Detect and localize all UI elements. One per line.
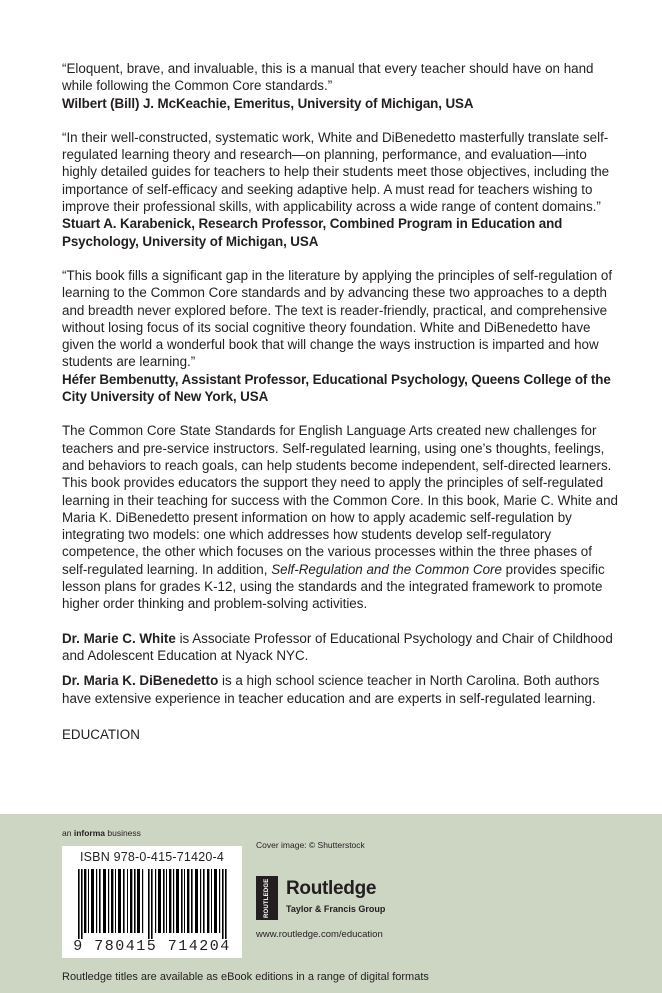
author-name: Dr. Marie C. White — [62, 630, 176, 646]
author-name: Dr. Maria K. DiBenedetto — [62, 673, 219, 689]
isbn: ISBN 978-0-415-71420-4 — [79, 850, 225, 864]
informa-brand: informa — [73, 828, 105, 838]
publisher-group: Taylor & Francis Group — [286, 904, 386, 914]
informa-prefix: an — [62, 828, 74, 838]
informa-suffix: business — [105, 828, 141, 838]
endorsement-quote: “This book fills a significant gap in the literature by applying the principles of self-regulation of learning to the Common Core standards and by advancing these two approaches to a depth and breadth never explored before. The text is reader-friendly, practical, and comprehensive without losing focus of its social cognitive theory foundation. White and DiBenedetto have given the world a wonderful book that will change the ways instruction is imparted and how students are learning.” — [62, 267, 613, 370]
endorsement-attribution: Héfer Bembenutty, Assistant Professor, Educational Psychology, Queens College of the City University of New York, USA — [62, 371, 611, 405]
endorsement-quote: “In their well-constructed, systematic work, White and DiBenedetto masterfully translate self-regulated learning theory and research—on planning, performance, and evaluation—into highly detailed guides for teachers to help their students meet those objectives, including the importance of self-efficacy and seeking adaptive help. A must read for teachers wishing to improve their professional skills, with applicability across a wide range of content domains.” — [62, 129, 610, 215]
endorsement-attribution: Wilbert (Bill) J. McKeachie, Emeritus, University of Michigan, USA — [62, 95, 474, 111]
description-text: provides specific lesson plans for grades K-12, using the standards and the integrated framework to promote higher order thinking and problem-solving activities. — [62, 561, 605, 612]
publisher-url: www.routledge.com/education — [256, 929, 383, 940]
author-bio — [62, 630, 618, 665]
endorsement-attribution: Stuart A. Karabenick, Research Professor, Combined Program in Education and Psychology, University of Michigan, USA — [62, 216, 563, 249]
endorsement-quote: “Eloquent, brave, and invaluable, this is a manual that every teacher should have on hand while following the Common Core standards.” — [62, 61, 594, 94]
book-description — [62, 422, 618, 612]
barcode-box — [62, 846, 242, 958]
back-cover-text — [62, 60, 618, 743]
author-bio-text: is Associate Professor of Educational Psychology and Chair of Childhood and Adolescent Education at Nyack NYC. — [62, 630, 613, 663]
barcode-number: 9 780415 714204 — [73, 938, 231, 955]
ebook-note: Routledge titles are available as eBook editions in a range of digital formats — [62, 971, 429, 983]
cover-image-credit: Cover image: © Shutterstock — [256, 840, 365, 850]
informa-business-label — [62, 828, 141, 838]
routledge-logo-mark: ROUTLEDGE — [256, 876, 278, 920]
description-text: The Common Core State Standards for English Language Arts created new challenges for teachers and pre-service instructors. Self-regulated learning, using one’s thoughts, feelings, and behaviors to reach goals, can help students become independent, self-directed learners. This book provides educators the support they need to apply the principles of self-regulated learning in their teaching for success with the Common Core. In this book, Marie C. White and Maria K. DiBenedetto present information on how to apply academic self-regulation by integrating two models: one which addresses how students develop self-regulatory competence, the other which focuses on the various processes within the three phases of self-regulated learning. In addition, — [62, 423, 618, 577]
footer-band — [0, 814, 662, 993]
book-title-italic: Self-Regulation and the Common Core — [271, 561, 502, 577]
routledge-logo — [256, 876, 386, 920]
publisher-name: Routledge — [286, 878, 377, 899]
subject-category: EDUCATION — [62, 726, 140, 742]
author-bio-text: is a high school science teacher in North Carolina. Both authors have extensive experience in teacher education and are experts in self-regulated learning. — [62, 673, 600, 706]
author-bio — [62, 672, 618, 707]
barcode — [76, 869, 228, 939]
